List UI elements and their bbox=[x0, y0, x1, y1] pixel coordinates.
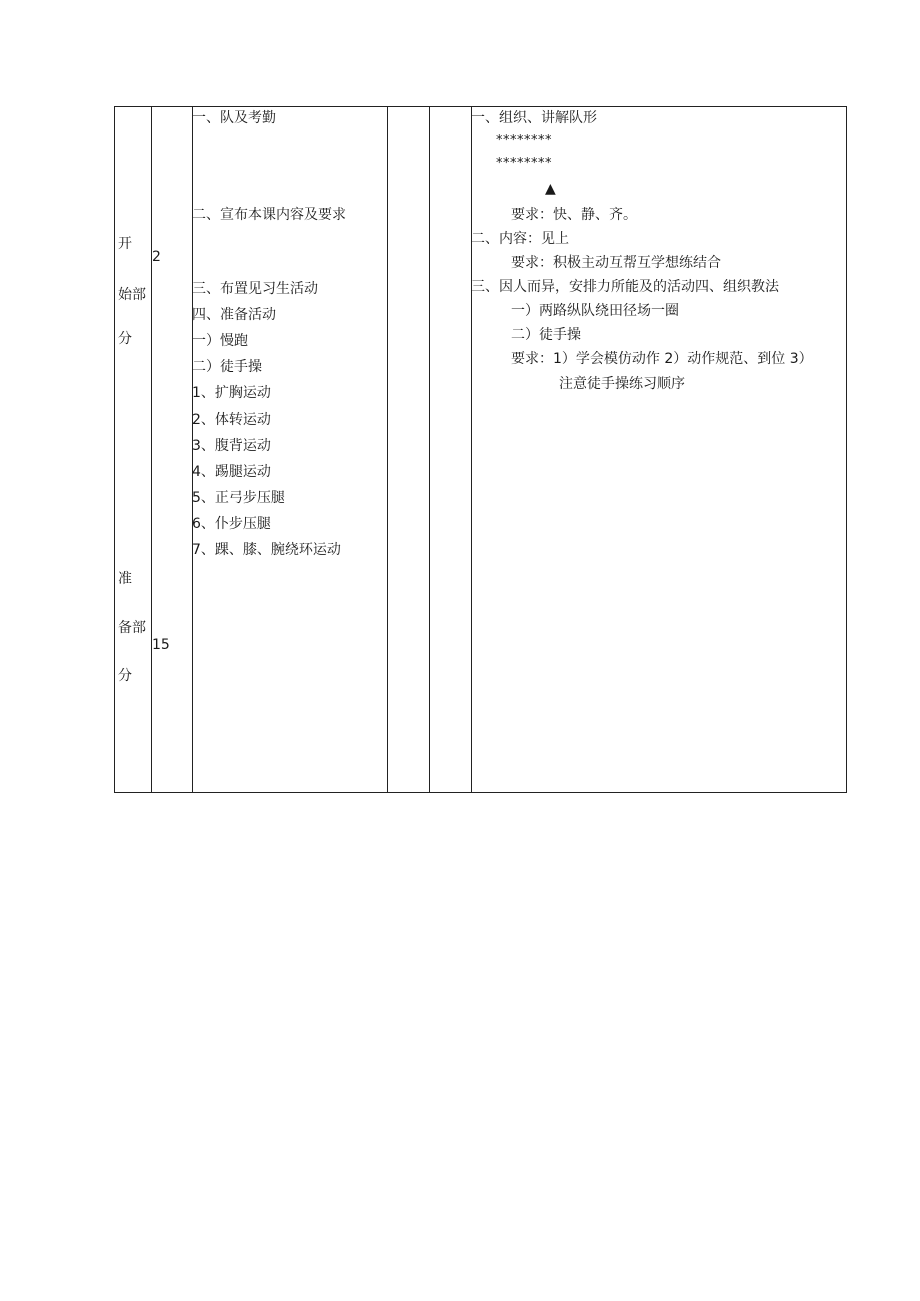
content-item: 4、踢腿运动 bbox=[192, 464, 271, 480]
content-item: 6、仆步压腿 bbox=[192, 516, 271, 532]
content-item: 三、布置见习生活动 bbox=[192, 281, 318, 297]
content-item: 2、体转运动 bbox=[192, 412, 271, 428]
org-sub-item-2: 二）徒手操 bbox=[511, 327, 581, 343]
column-divider bbox=[151, 107, 152, 792]
column-divider bbox=[387, 107, 388, 792]
formation-row-1: ******** bbox=[496, 133, 552, 148]
phase-opening-line1: 开 bbox=[118, 236, 132, 252]
org-requirement-1: 要求：快、静、齐。 bbox=[511, 207, 637, 223]
content-item: 1、扩胸运动 bbox=[192, 385, 271, 401]
phase-opening-line3: 分 bbox=[118, 331, 132, 347]
org-title-1: 一、组织、讲解队形 bbox=[471, 110, 597, 126]
content-item: 3、腹背运动 bbox=[192, 438, 271, 454]
org-title-3: 三、因人而异，安排力所能及的活动四、组织教法 bbox=[471, 279, 779, 295]
org-requirement-3-continued: 注意徒手操练习顺序 bbox=[559, 376, 685, 392]
org-sub-item-1: 一）两路纵队绕田径场一圈 bbox=[511, 303, 679, 319]
column-divider bbox=[471, 107, 472, 792]
prep-minutes: 15 bbox=[152, 637, 170, 653]
content-item: 一、队及考勤 bbox=[192, 110, 276, 126]
content-item: 四、准备活动 bbox=[192, 307, 276, 323]
lesson-plan-table bbox=[114, 106, 847, 793]
teacher-position-icon: ▲ bbox=[545, 181, 556, 197]
content-item: 5、正弓步压腿 bbox=[192, 490, 285, 506]
content-item: 7、踝、膝、腕绕环运动 bbox=[192, 542, 341, 558]
opening-minutes: 2 bbox=[152, 249, 161, 265]
content-item: 二）徒手操 bbox=[192, 359, 262, 375]
column-divider bbox=[429, 107, 430, 792]
formation-row-2: ******** bbox=[496, 156, 552, 171]
phase-opening-line2: 始部 bbox=[118, 287, 146, 303]
phase-prep-line2: 备部 bbox=[118, 620, 146, 636]
content-item: 二、宣布本课内容及要求 bbox=[192, 207, 346, 223]
content-item: 一）慢跑 bbox=[192, 333, 248, 349]
org-title-2: 二、内容：见上 bbox=[471, 231, 569, 247]
phase-prep-line1: 准 bbox=[118, 571, 132, 587]
org-requirement-3: 要求：1）学会模仿动作 2）动作规范、到位 3） bbox=[511, 351, 813, 367]
org-requirement-2: 要求：积极主动互帮互学想练结合 bbox=[511, 255, 721, 271]
phase-prep-line3: 分 bbox=[118, 668, 132, 684]
